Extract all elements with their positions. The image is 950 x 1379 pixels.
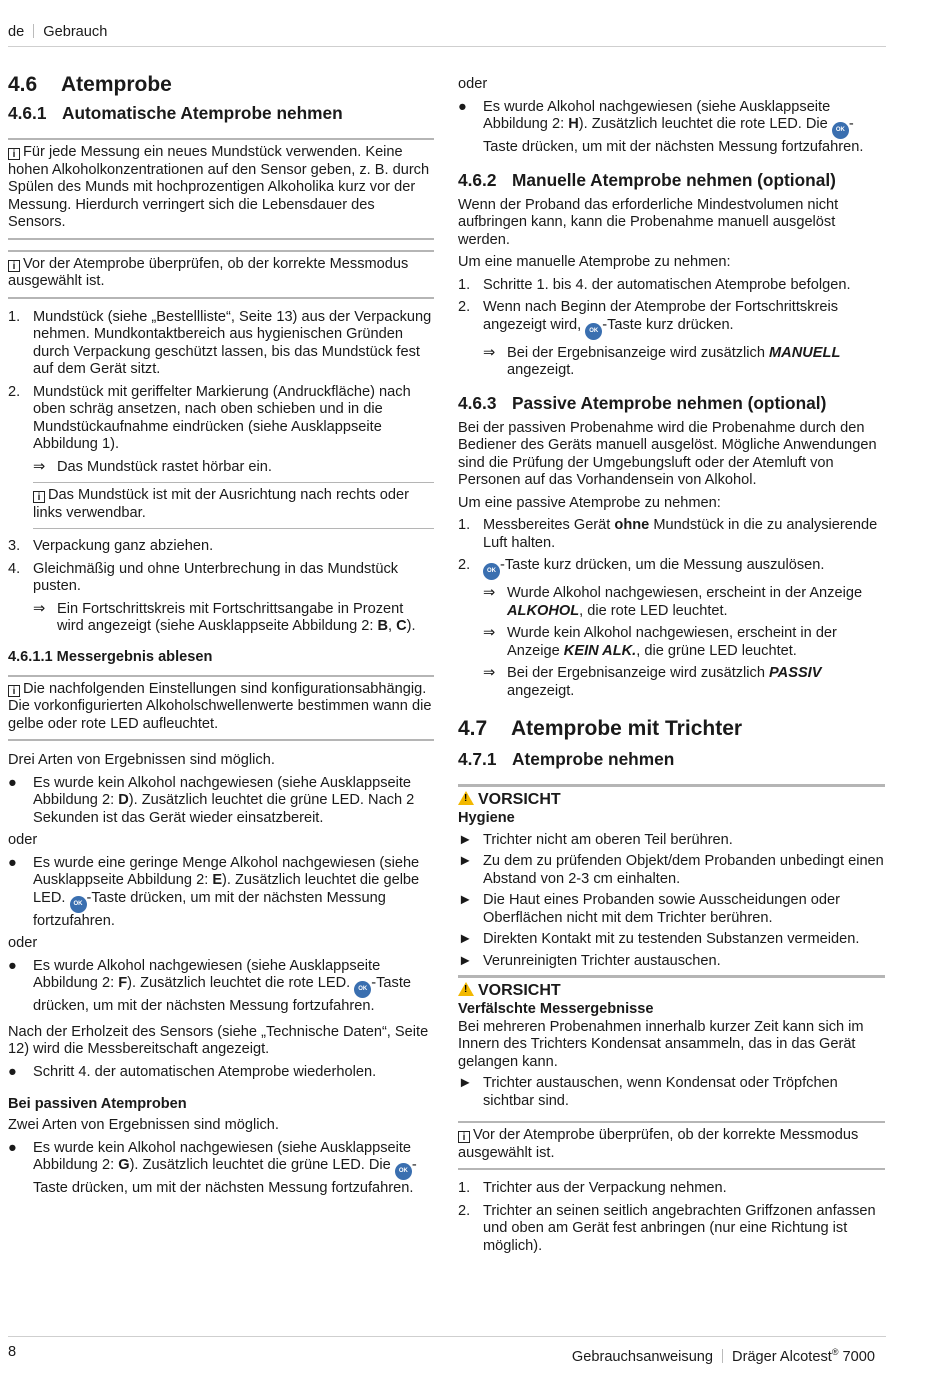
bullet-text: ). Zusätzlich leuchtet die grüne LED. Die xyxy=(129,1157,395,1173)
bullet-text: Schritt 4. der automatischen Atemprobe wiederholen. xyxy=(33,1063,377,1080)
step-item xyxy=(458,277,885,295)
emphasis-text: ohne xyxy=(614,517,650,533)
arrow-icon: ⇒ xyxy=(483,625,496,641)
caution-item-text: Zu dem zu prüfenden Objekt/dem Probanden unbedingt einen Abstand von 2-3 cm einhalten. xyxy=(483,853,884,887)
figure-ref: D xyxy=(118,792,129,808)
bullet-icon: ● xyxy=(458,98,467,115)
heading-text: Atemprobe xyxy=(61,73,172,96)
bullet-text: Es wurde kein Alkohol nachgewiesen (siehe Ausklappseite Abbildung 2: xyxy=(33,1139,412,1173)
heading-number: 4.6 xyxy=(8,73,38,96)
caution-item xyxy=(458,832,885,850)
paragraph: Zwei Arten von Ergebnissen sind möglich. xyxy=(8,1117,279,1133)
step-item xyxy=(458,1180,885,1198)
caution-item-text: Direkten Kontakt mit zu testenden Substanzen vermeiden. xyxy=(483,931,860,947)
heading-text: Passive Atemprobe nehmen (optional) xyxy=(512,392,827,413)
ok-button-icon: OK xyxy=(70,896,87,913)
oder-text: oder xyxy=(8,832,38,848)
info-icon: i xyxy=(8,685,20,697)
bullet-icon: ● xyxy=(8,1063,17,1080)
heading-number: 4.7.1 xyxy=(458,749,497,769)
bullet-text: Es wurde Alkohol nachgewiesen (siehe Ausklappseite Abbildung 2: xyxy=(483,98,831,132)
step-item xyxy=(8,309,434,379)
triangle-bullet-icon: ► xyxy=(458,931,473,947)
result-text: , die rote LED leuchtet. xyxy=(579,602,728,619)
heading-text: Atemprobe mit Trichter xyxy=(511,717,743,740)
page-number: 8 xyxy=(8,1344,17,1360)
arrow-icon: ⇒ xyxy=(33,600,46,617)
footer-doc-title: Gebrauchsanweisung xyxy=(571,1348,714,1365)
caution-box-results xyxy=(458,975,885,1110)
step-result xyxy=(458,625,885,660)
caution-title xyxy=(458,790,885,810)
step-number: 1. xyxy=(458,276,471,293)
bullet-text: ). Zusätzlich leuchtet die rote LED. Die xyxy=(578,116,832,132)
right-column xyxy=(458,76,885,1255)
step-number: 1. xyxy=(458,1180,471,1196)
note-text: Die vorkonfigurierten Alkoholschwellenwerte bestimmen wann die gelbe oder rote LED aufleuchtet. xyxy=(8,698,432,732)
display-text: MANUELL xyxy=(769,344,841,361)
registered-mark: ® xyxy=(831,1347,839,1357)
caution-label: VORSICHT xyxy=(478,791,561,808)
triangle-bullet-icon: ► xyxy=(458,952,473,969)
caution-item-text: Trichter austauschen, wenn Kondensat oder Tröpfchen sichtbar sind. xyxy=(483,1075,838,1109)
info-icon: i xyxy=(8,148,20,160)
footer-doc-info xyxy=(572,1344,875,1366)
caution-title xyxy=(458,981,885,1001)
caution-label: VORSICHT xyxy=(478,982,561,999)
bullet-item xyxy=(8,1064,434,1082)
footer-model: 7000 xyxy=(842,1348,875,1365)
step-text: -Taste kurz drücken. xyxy=(602,316,734,333)
bullet-text: Es wurde kein Alkohol nachgewiesen (siehe Ausklappseite Abbildung 2: xyxy=(33,774,412,808)
paragraph: Um eine passive Atemprobe zu nehmen: xyxy=(458,494,721,511)
step-item xyxy=(8,561,434,596)
heading-number: 4.6.3 xyxy=(458,392,497,413)
caution-item xyxy=(458,953,885,971)
heading-number: 4.6.2 xyxy=(458,169,497,190)
step-text: Mundstück in die zu analysierende Luft halten. xyxy=(483,517,878,551)
info-icon: i xyxy=(8,260,20,272)
step-text: Mundstück (siehe „Bestellliste“, Seite 13) aus der Verpackung nehmen. Mundkontaktbereich aus hygienischen Gründen durch Verpackung geschützt lassen, bis das Mundstück fest auf dem Gerät sitzt. xyxy=(33,308,432,377)
ok-button-icon: OK xyxy=(354,981,371,998)
figure-ref: G xyxy=(118,1157,130,1173)
step-text: Trichter an seinen seitlich angebrachten Griffzonen anfassen und oben am Gerät fest anbringen (nur eine Richtung ist möglich). xyxy=(483,1202,876,1254)
bullet-text: -Taste drücken, um mit der nächsten Messung fortzufahren. xyxy=(33,1157,417,1196)
bullet-icon: ● xyxy=(8,957,17,974)
figure-ref: E xyxy=(212,872,223,888)
note-text: Die nachfolgenden Einstellungen sind konfigurationsabhängig. xyxy=(23,680,427,697)
triangle-bullet-icon: ► xyxy=(458,831,473,848)
heading-number: 4.6.1 xyxy=(8,103,47,123)
bullet-icon: ● xyxy=(8,1139,17,1156)
arrow-icon: ⇒ xyxy=(33,458,46,475)
info-icon: i xyxy=(33,491,45,503)
oder-text: oder xyxy=(458,76,488,92)
heading-text: Automatische Atemprobe nehmen xyxy=(62,103,343,123)
caution-text: Bei mehreren Probenahmen innerhalb kurzer Zeit kann sich im Innern des Trichters Kondensat ansammeln, das in das Gerät gelangen kann. xyxy=(458,1018,864,1070)
caution-item xyxy=(458,1075,885,1110)
ok-button-icon: OK xyxy=(395,1163,412,1180)
note-text: Vor der Atemprobe überprüfen, ob der korrekte Messmodus ausgewählt ist. xyxy=(458,1127,859,1161)
info-note xyxy=(33,482,434,529)
step-result xyxy=(458,585,885,620)
header-language: de xyxy=(8,24,25,40)
bullet-item xyxy=(8,855,434,931)
bullet-icon: ● xyxy=(8,774,17,791)
note-text: Das Mundstück ist mit der Ausrichtung nach rechts oder links verwendbar. xyxy=(33,487,409,521)
note-text: Vor der Atemprobe überprüfen, ob der korrekte Messmodus ausgewählt ist. xyxy=(8,255,409,289)
bullet-text: ). Zusätzlich leuchtet die gelbe LED. xyxy=(33,872,420,906)
heading-text: Manuelle Atemprobe nehmen (optional) xyxy=(512,169,836,190)
caution-item-text: Die Haut eines Probanden sowie Ausscheidungen oder Oberflächen nicht mit dem Trichter berühren. xyxy=(483,892,840,926)
result-text: ). xyxy=(406,618,416,634)
footer-product: Dräger Alcotest xyxy=(732,1348,832,1365)
paragraph: Bei der passiven Probenahme wird die Probenahme durch den Bediener des Geräts manuell ausgelöst. Mögliche Anwendungen sind die Prüfung der Umgebungsluft oder der Atemluft von Personen auf das Vorhandensein von Alkohol. xyxy=(458,419,877,488)
info-note xyxy=(8,138,434,240)
heading-4-6-1-1: 4.6.1.1 Messergebnis ablesen xyxy=(8,648,213,665)
caution-item xyxy=(458,853,885,888)
figure-ref: B xyxy=(377,618,389,634)
step-number: 3. xyxy=(8,538,21,554)
figure-ref: F xyxy=(118,975,128,991)
arrow-icon: ⇒ xyxy=(483,344,496,361)
step-number: 2. xyxy=(458,299,471,315)
step-item xyxy=(458,517,885,552)
ok-button-icon: OK xyxy=(585,323,602,340)
step-number: 2. xyxy=(8,383,21,400)
caution-item-text: Verunreinigten Trichter austauschen. xyxy=(483,952,721,969)
triangle-bullet-icon: ► xyxy=(458,853,473,869)
step-number: 2. xyxy=(458,557,471,573)
arrow-icon: ⇒ xyxy=(483,665,496,681)
caution-subtitle: Verfälschte Messergebnisse xyxy=(458,1001,654,1017)
info-note xyxy=(458,1121,885,1170)
bullet-item xyxy=(458,99,885,157)
display-text: KEIN ALK. xyxy=(563,642,637,659)
header-divider xyxy=(33,24,34,38)
result-text: Wurde Alkohol nachgewiesen, erscheint in der Anzeige xyxy=(507,585,863,601)
step-item xyxy=(8,538,434,556)
heading-4-6-1 xyxy=(8,102,434,124)
step-text: Verpackung ganz abziehen. xyxy=(33,538,214,554)
footer-divider xyxy=(722,1349,723,1363)
display-text: PASSIV xyxy=(769,665,822,681)
heading-4-6-2 xyxy=(458,169,885,191)
step-number: 4. xyxy=(8,560,21,577)
left-column xyxy=(8,72,434,1198)
ok-button-icon: OK xyxy=(832,122,849,139)
step-text: Gleichmäßig und ohne Unterbrechung in das Mundstück pusten. xyxy=(33,560,399,594)
result-text: , die grüne LED leuchtet. xyxy=(636,642,797,659)
result-text: Bei der Ergebnisanzeige wird zusätzlich xyxy=(507,344,770,361)
step-text: Wenn nach Beginn der Atemprobe der Fortschrittskreis angezeigt wird, xyxy=(483,299,839,333)
heading-4-7 xyxy=(458,716,885,742)
step-text: Schritte 1. bis 4. der automatischen Atemprobe befolgen. xyxy=(483,276,851,293)
heading-number: 4.7 xyxy=(458,717,488,740)
step-item xyxy=(458,1203,885,1256)
step-text: Trichter aus der Verpackung nehmen. xyxy=(483,1180,727,1196)
oder-text: oder xyxy=(8,935,38,951)
bullet-item xyxy=(8,1140,434,1198)
arrow-icon: ⇒ xyxy=(483,585,496,601)
bullet-text: Es wurde Alkohol nachgewiesen (siehe Ausklappseite Abbildung 2: xyxy=(33,957,381,991)
caution-subtitle: Hygiene xyxy=(458,810,515,826)
paragraph: Um eine manuelle Atemprobe zu nehmen: xyxy=(458,254,731,270)
bullet-item xyxy=(8,775,434,828)
bullet-text: ). Zusätzlich leuchtet die rote LED. xyxy=(127,975,355,991)
bullet-text: -Taste drücken, um mit der nächsten Messung fortzufahren. xyxy=(483,116,864,155)
result-text: Das Mundstück rastet hörbar ein. xyxy=(57,458,272,475)
heading-4-7-1 xyxy=(458,748,885,770)
note-text: Für jede Messung ein neues Mundstück verwenden. Keine hohen Alkoholkonzentrationen auf den Sensor geben, z. B. durch Spülen des Munds mit hochprozentigen Alkoholika kurz vor der Messung. Hierdurch verringert sich die Lebensdauer des Sensors. xyxy=(8,144,430,230)
info-icon: i xyxy=(458,1131,470,1143)
paragraph: Drei Arten von Ergebnissen sind möglich. xyxy=(8,752,275,768)
result-text: Wurde kein Alkohol nachgewiesen, erscheint in der Anzeige xyxy=(507,625,837,659)
caution-item xyxy=(458,931,885,949)
info-note xyxy=(8,250,434,299)
page-footer xyxy=(8,1336,886,1365)
result-text: angezeigt. xyxy=(507,362,575,378)
info-note xyxy=(8,675,434,742)
step-result xyxy=(8,601,434,636)
header-section: Gebrauch xyxy=(43,24,108,40)
step-number: 2. xyxy=(458,1202,471,1219)
paragraph: Wenn der Proband das erforderliche Mindestvolumen nicht aufbringen kann, kann die Probenahme manuell ausgelöst werden. xyxy=(458,196,839,248)
result-text: Bei der Ergebnisanzeige wird zusätzlich xyxy=(507,665,770,681)
step-result xyxy=(458,345,885,380)
step-text: Messbereites Gerät xyxy=(483,517,615,533)
bullet-item xyxy=(8,958,434,1016)
bullet-text: -Taste drücken, um mit der nächsten Messung fortzufahren. xyxy=(33,975,411,1014)
step-item xyxy=(458,557,885,580)
bullet-text: -Taste drücken, um mit der nächsten Messung fortzufahren. xyxy=(33,889,386,929)
bullet-icon: ● xyxy=(8,854,17,871)
step-item xyxy=(8,384,434,454)
step-item xyxy=(458,299,885,340)
result-text: , xyxy=(388,618,397,634)
warning-icon xyxy=(458,791,474,805)
figure-ref: C xyxy=(396,618,407,634)
step-text: Mundstück mit geriffelter Markierung (Andruckfläche) nach oben schräg ansetzen, nach oben schieben und in die Mundstückaufnahme eindrücken (siehe Ausklappseite Abbildung 1). xyxy=(33,383,411,452)
bullet-text: ). Zusätzlich leuchtet die grüne LED. Nach 2 Sekunden ist das Gerät wieder einsatzbereit. xyxy=(33,792,415,826)
heading-4-6 xyxy=(8,72,434,98)
warning-icon xyxy=(458,982,474,996)
caution-item-text: Trichter nicht am oberen Teil berühren. xyxy=(483,831,733,848)
result-text: Ein Fortschrittskreis mit Fortschrittsangabe in Prozent wird angezeigt (siehe Ausklappseite Abbildung 2: xyxy=(57,600,404,634)
ok-button-icon: OK xyxy=(483,563,500,580)
result-text: angezeigt. xyxy=(507,682,575,699)
step-result xyxy=(8,459,434,477)
heading-4-6-3 xyxy=(458,392,885,414)
paragraph: Nach der Erholzeit des Sensors (siehe „Technische Daten“, Seite 12) wird die Messbereitschaft angezeigt. xyxy=(8,1023,429,1057)
page-header xyxy=(8,24,886,47)
triangle-bullet-icon: ► xyxy=(458,1075,473,1091)
triangle-bullet-icon: ► xyxy=(458,892,473,908)
step-text: -Taste kurz drücken, um die Messung auszulösen. xyxy=(500,557,825,573)
figure-ref: H xyxy=(568,116,579,132)
step-number: 1. xyxy=(458,517,471,533)
subheading-passive: Bei passiven Atemproben xyxy=(8,1096,187,1112)
display-text: ALKOHOL xyxy=(507,602,580,619)
caution-box-hygiene xyxy=(458,784,885,970)
bullet-text: Es wurde eine geringe Menge Alkohol nachgewiesen (siehe Ausklappseite Abbildung 2: xyxy=(33,854,420,888)
step-result xyxy=(458,665,885,700)
heading-text: Atemprobe nehmen xyxy=(512,749,675,769)
step-number: 1. xyxy=(8,308,21,325)
caution-item xyxy=(458,892,885,927)
